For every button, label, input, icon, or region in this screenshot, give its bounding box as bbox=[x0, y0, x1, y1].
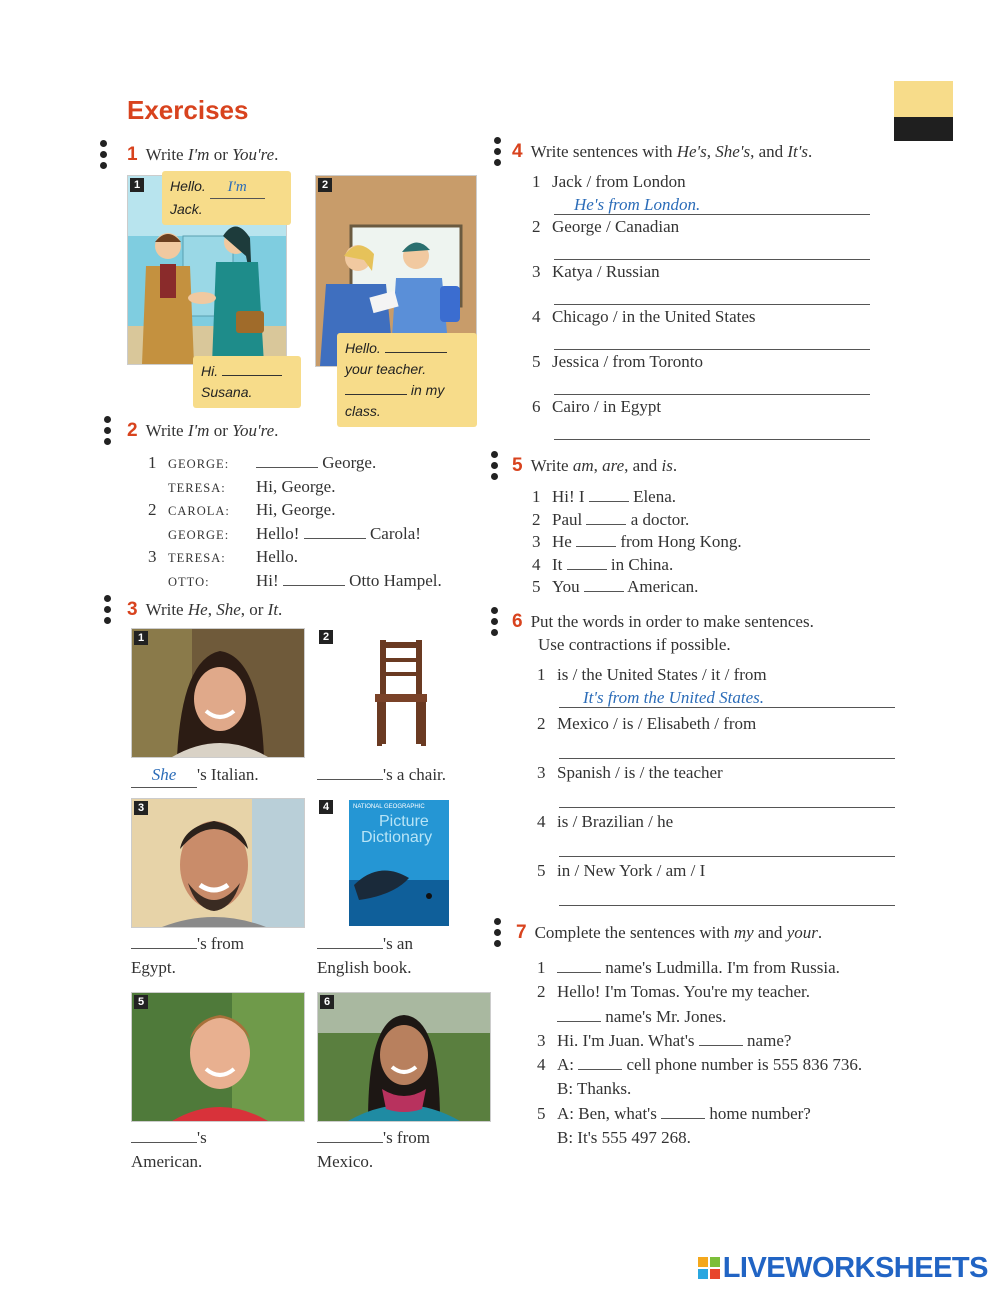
liveworksheets-logo[interactable]: LIVEWORKSHEETS bbox=[698, 1252, 988, 1285]
ex4-answer-line[interactable] bbox=[554, 304, 870, 305]
ex3-photo-5 bbox=[131, 992, 305, 1122]
book-cover bbox=[349, 800, 449, 926]
ex7-list bbox=[537, 956, 862, 1150]
ex3-photo-1 bbox=[131, 628, 305, 758]
photo-badge: 4 bbox=[319, 800, 333, 814]
ex2-row: 2 CAROLA: Hi, George. bbox=[148, 500, 336, 519]
photo-badge: 1 bbox=[134, 631, 148, 645]
ex4-instruction: Write sentences with He's, She's, and It's. bbox=[530, 142, 813, 161]
ex1-heading bbox=[127, 144, 278, 166]
ex3-item-2: 's a chair. bbox=[317, 763, 446, 787]
ex4-item: 5 Jessica / from Toronto bbox=[532, 352, 872, 397]
ex4-number: 4 bbox=[512, 141, 523, 162]
ex2-row: 3 TERESA: Hello. bbox=[148, 547, 299, 566]
ex5-dots-icon bbox=[491, 451, 499, 484]
ex6-item: 3 Spanish / is / the teacher bbox=[537, 763, 897, 812]
ex5-instruction: Write am, are, and is. bbox=[530, 456, 678, 475]
ex4-answer-line[interactable] bbox=[554, 439, 870, 440]
ex3-heading bbox=[127, 599, 282, 621]
ex2-blank[interactable] bbox=[283, 571, 345, 586]
ex3-blank-3[interactable] bbox=[131, 934, 197, 949]
ex2-blank[interactable] bbox=[304, 524, 366, 539]
panel-badge: 2 bbox=[318, 178, 332, 192]
ex7-blank[interactable] bbox=[557, 958, 601, 973]
ex1-instruction: Write I'm or You're. bbox=[145, 145, 279, 164]
ex6-answer-line[interactable] bbox=[559, 758, 895, 759]
ex5-item: 2 Paul a doctor. bbox=[532, 509, 690, 529]
ex5-item: 3 He from Hong Kong. bbox=[532, 532, 742, 551]
ex2-row: OTTO: Hi! Otto Hampel. bbox=[168, 570, 442, 590]
ex3-dots-icon bbox=[104, 595, 112, 628]
man-photo-illustration bbox=[132, 799, 304, 927]
ex3-answer-1[interactable]: She bbox=[131, 763, 197, 788]
ex3-photo-2 bbox=[317, 628, 489, 756]
ex5-list bbox=[532, 486, 742, 599]
ex3-blank-6[interactable] bbox=[317, 1128, 383, 1143]
liveworksheets-icon bbox=[698, 1257, 720, 1279]
ex6-item: 1 is / the United States / it / from It's from the United States. bbox=[537, 665, 897, 714]
ex4-item: 2 George / Canadian bbox=[532, 217, 872, 262]
photo-badge: 5 bbox=[134, 995, 148, 1009]
ex6-answer-line[interactable] bbox=[559, 905, 895, 906]
ex3-item-3: 's from Egypt. bbox=[131, 934, 244, 977]
ex3-item-6: 's from Mexico. bbox=[317, 1128, 430, 1171]
ex4-item: 4 Chicago / in the United States bbox=[532, 307, 872, 352]
ex6-answer-line[interactable] bbox=[559, 856, 895, 857]
ex6-item: 2 Mexico / is / Elisabeth / from bbox=[537, 714, 897, 763]
ex7-number: 7 bbox=[516, 922, 527, 943]
ex7-blank[interactable] bbox=[557, 1007, 601, 1022]
book-title: Picture Dictionary bbox=[361, 813, 433, 846]
ex7-line: B: Thanks. bbox=[557, 1079, 632, 1099]
ex4-answer-line[interactable] bbox=[554, 259, 870, 260]
ex2-dialogue bbox=[148, 452, 442, 593]
ex6-list bbox=[537, 665, 897, 910]
ex5-blank[interactable] bbox=[586, 510, 626, 525]
ex3-item-5: 's American. bbox=[131, 1128, 207, 1171]
ex3-blank-2[interactable] bbox=[317, 765, 383, 780]
page-tab-black bbox=[894, 117, 953, 141]
ex6-instruction-2: Use contractions if possible. bbox=[538, 635, 731, 654]
ex2-blank[interactable] bbox=[256, 453, 318, 468]
photo-badge: 2 bbox=[319, 630, 333, 644]
ex4-heading bbox=[512, 141, 812, 163]
ex6-number: 6 bbox=[512, 611, 523, 632]
ex1-speech-bubble-c: Hello. your teacher. in my class. bbox=[337, 333, 477, 427]
chair-icon bbox=[317, 628, 489, 756]
ex1-blank[interactable] bbox=[222, 363, 282, 376]
ex2-dots-icon bbox=[104, 416, 112, 449]
ex3-photo-6 bbox=[317, 992, 491, 1122]
ex5-blank[interactable] bbox=[567, 555, 607, 570]
ex7-line: B: It's 555 497 268. bbox=[557, 1128, 691, 1148]
ex4-answer-1[interactable]: He's from London. bbox=[554, 196, 870, 215]
ex4-item: 3 Katya / Russian bbox=[532, 262, 872, 307]
ex3-item-1: She 's Italian. bbox=[131, 763, 259, 788]
ex3-photo-3 bbox=[131, 798, 305, 928]
ex1-number: 1 bbox=[127, 144, 138, 165]
ex5-blank[interactable] bbox=[589, 487, 629, 502]
ex3-blank-5[interactable] bbox=[131, 1128, 197, 1143]
ex5-item: 5 You American. bbox=[532, 577, 699, 596]
ex4-dots-icon bbox=[494, 137, 502, 170]
panel-badge: 1 bbox=[130, 178, 144, 192]
ex1-blank[interactable] bbox=[385, 340, 447, 353]
ex6-item: 4 is / Brazilian / he bbox=[537, 812, 897, 861]
ex4-list bbox=[532, 172, 872, 442]
ex5-item: 4 It in China. bbox=[532, 554, 674, 574]
ex5-item: 1 Hi! I Elena. bbox=[532, 487, 677, 506]
ex4-answer-line[interactable] bbox=[554, 394, 870, 395]
ex7-heading bbox=[516, 922, 822, 944]
ex2-row: 1 GEORGE: George. bbox=[148, 453, 377, 472]
ex2-row: GEORGE: Hello! Carola! bbox=[168, 523, 421, 543]
ex3-photo-4 bbox=[317, 798, 489, 928]
ex6-dots-icon bbox=[491, 607, 499, 640]
ex1-speech-bubble-a: Hello. I'm Jack. bbox=[162, 171, 291, 225]
ex7-instruction: Complete the sentences with my and your. bbox=[534, 923, 823, 942]
ex6-instruction: Put the words in order to make sentences. bbox=[530, 612, 814, 631]
ex5-blank[interactable] bbox=[584, 577, 624, 592]
ex7-dots-icon bbox=[494, 918, 502, 951]
ex3-blank-4[interactable] bbox=[317, 934, 383, 949]
ex1-blank[interactable] bbox=[345, 382, 407, 395]
ex6-answer-line[interactable] bbox=[559, 807, 895, 808]
photo-badge: 6 bbox=[320, 995, 334, 1009]
book-publisher: NATIONAL GEOGRAPHIC bbox=[353, 804, 425, 810]
ex1-dots-icon bbox=[100, 140, 108, 173]
photo-badge: 3 bbox=[134, 801, 148, 815]
boy-photo-illustration bbox=[132, 993, 304, 1121]
ex4-answer-line[interactable] bbox=[554, 349, 870, 350]
ex3-number: 3 bbox=[127, 599, 138, 620]
ex2-heading bbox=[127, 420, 278, 442]
ex6-heading bbox=[512, 611, 814, 657]
ex5-blank[interactable] bbox=[576, 532, 616, 547]
ex4-item: 1 Jack / from London He's from London. bbox=[532, 172, 872, 217]
ex4-item: 6 Cairo / in Egypt bbox=[532, 397, 872, 442]
ex1-speech-bubble-b: Hi. Susana. bbox=[193, 356, 301, 408]
ex1-answer-blank[interactable]: I'm bbox=[210, 177, 265, 199]
ex7-blank[interactable] bbox=[699, 1031, 743, 1046]
ex5-number: 5 bbox=[512, 455, 523, 476]
ex3-item-4: 's an English book. bbox=[317, 934, 413, 977]
ex6-item: 5 in / New York / am / I bbox=[537, 861, 897, 910]
ex7-line: name's Mr. Jones. bbox=[537, 1005, 862, 1029]
page-tab-yellow bbox=[894, 81, 953, 117]
ex2-row: TERESA: Hi, George. bbox=[168, 476, 336, 496]
woman-photo-illustration-2 bbox=[318, 993, 490, 1121]
ex7-blank[interactable] bbox=[661, 1104, 705, 1119]
ex7-blank[interactable] bbox=[578, 1055, 622, 1070]
ex2-number: 2 bbox=[127, 420, 138, 441]
ex3-instruction: Write He, She, or It. bbox=[145, 600, 283, 619]
ex2-instruction: Write I'm or You're. bbox=[145, 421, 279, 440]
ex7-line: 4 A: cell phone number is 555 836 736. bbox=[537, 1055, 863, 1075]
woman-photo-illustration bbox=[132, 629, 304, 757]
ex7-line: 3 Hi. I'm Juan. What's name? bbox=[537, 1030, 792, 1050]
ex7-line: 2 Hello! I'm Tomas. You're my teacher. bbox=[537, 982, 810, 1002]
ex7-line: 5 A: Ben, what's home number? bbox=[537, 1103, 811, 1123]
ex7-line: 1 name's Ludmilla. I'm from Russia. bbox=[537, 958, 840, 977]
ex5-heading bbox=[512, 455, 677, 477]
page-title: Exercises bbox=[127, 95, 249, 125]
ex6-answer-1[interactable]: It's from the United States. bbox=[559, 689, 895, 708]
